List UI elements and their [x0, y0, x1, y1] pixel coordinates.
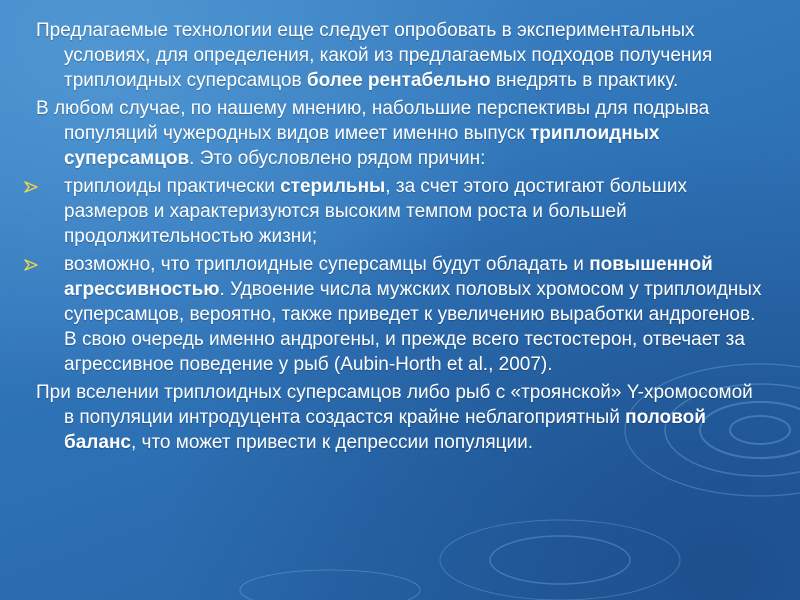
slide-text-body: [36, 18, 768, 458]
arrow-bullet-icon: [24, 181, 38, 193]
text-run: . Удвоение числа мужских половых хромосом у триплоидных суперсамцов, вероятно, также приведет к увеличению выработки андрогенов. В свою очередь именно андрогены, и прежде всего тестостерон, отвечает за агрессивное поведение у рыб (Aubin-Horth et al., 2007).: [64, 279, 762, 375]
emphasis-text: триплоидных суперсамцов: [64, 123, 660, 169]
paragraph: [36, 18, 768, 93]
arrow-bullet-icon: [24, 259, 38, 271]
emphasis-text: половой баланс: [64, 407, 706, 453]
bullet-item: [36, 252, 768, 377]
text-run: триплоиды практически: [64, 176, 281, 197]
paragraph: [36, 380, 768, 455]
emphasis-text: более рентабельно: [306, 70, 491, 91]
bullet-item: [36, 174, 768, 249]
text-run: возможно, что триплоидные суперсамцы будут обладать и: [64, 254, 590, 275]
text-run: , за счет этого достигают больших размеров и характеризуются высоким темпом роста и большей продолжительностью жизни;: [64, 176, 687, 247]
text-run: Предлагаемые технологии еще следует опробовать в экспериментальных условиях, для определения, какой из предлагаемых подходов получения триплоидных суперсамцов: [36, 20, 713, 91]
text-run: внедрять в практику.: [490, 70, 679, 91]
text-run: При вселении триплоидных суперсамцов либо рыб с «троянской» Y-хромосомой в популяции интродуцента создастся крайне неблагоприятный: [36, 382, 753, 428]
emphasis-text: повышенной агрессивностью: [64, 254, 713, 300]
text-run: В любом случае, по нашему мнению, набольшие перспективы для подрыва популяций чужеродных видов имеет именно выпуск: [36, 98, 710, 144]
text-run: . Это обусловлено рядом причин:: [189, 148, 486, 169]
paragraph: [36, 96, 768, 171]
text-run: , что может привести к депрессии популяции.: [130, 432, 533, 453]
emphasis-text: стерильны: [280, 176, 386, 197]
